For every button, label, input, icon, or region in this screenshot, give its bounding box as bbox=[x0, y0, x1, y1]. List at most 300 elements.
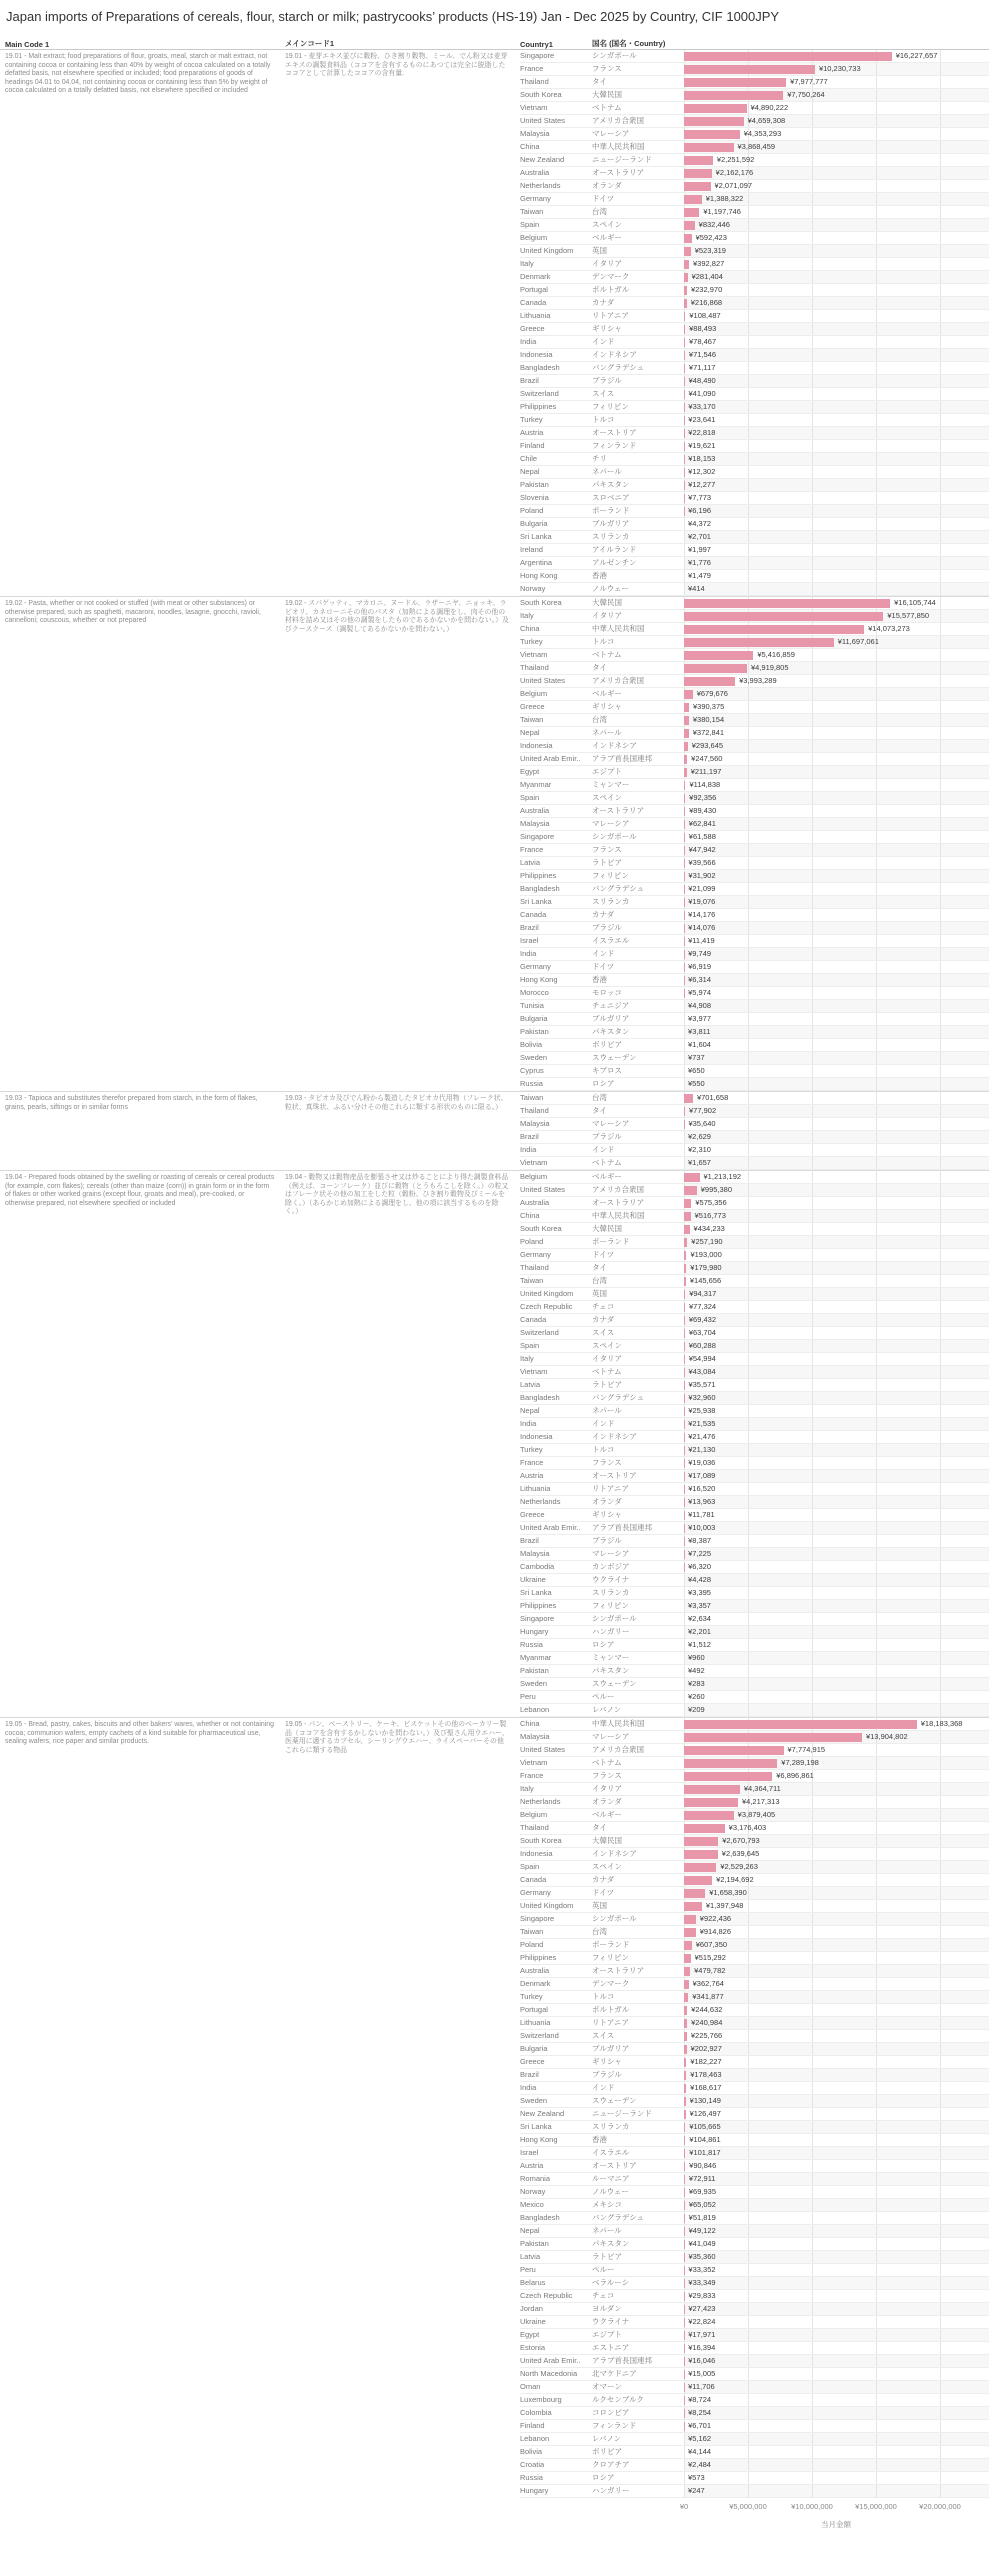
bar-value-label: ¥49,122 bbox=[688, 2226, 716, 2235]
bar[interactable] bbox=[684, 1980, 689, 1989]
bar[interactable] bbox=[684, 2188, 685, 2197]
bar-value-label: ¥414 bbox=[688, 584, 705, 593]
country-name-ja: イスラエル bbox=[592, 935, 684, 948]
country-name-ja: パキスタン bbox=[592, 1026, 684, 1039]
bar-value-label: ¥31,902 bbox=[688, 871, 716, 880]
main-code-en: 19.01 - Malt extract; food preparations of flour, groats, meal, starch or malt extract, not containing cocoa or containing less than 40% by weight of cocoa calculated on a totally defatted basis, not elsewhere specified or included; food preparations of goods of headings 04.01 to 04.04, not containing cocoa or containing less than 5% by weight of cocoa calculated on a totally defatted basis, not elsewhere specified or included bbox=[5, 53, 271, 95]
bar[interactable] bbox=[684, 1342, 685, 1351]
bar-value-label: ¥15,577,850 bbox=[887, 611, 930, 620]
country-name-ja: フランス bbox=[592, 1457, 684, 1470]
bar-cell bbox=[684, 1913, 989, 1926]
country-name-en: Taiwan bbox=[520, 1092, 592, 1105]
country-row bbox=[520, 1105, 989, 1118]
bar-value-label: ¥3,977 bbox=[688, 1014, 711, 1023]
country-row bbox=[520, 1744, 989, 1757]
bar[interactable] bbox=[684, 1251, 686, 1260]
bar-cell bbox=[684, 597, 989, 610]
bar-value-label: ¥2,529,263 bbox=[720, 1862, 758, 1871]
bar-value-label: ¥434,233 bbox=[693, 1224, 725, 1233]
bar-value-label: ¥10,003 bbox=[688, 1523, 716, 1532]
bar-value-label: ¥4,217,313 bbox=[741, 1797, 780, 1806]
bar-cell bbox=[684, 1078, 989, 1091]
country-name-ja: 台湾 bbox=[592, 1926, 684, 1939]
bar[interactable] bbox=[684, 78, 786, 87]
bar[interactable] bbox=[684, 1264, 686, 1273]
bar-cell bbox=[684, 961, 989, 974]
bar[interactable] bbox=[684, 651, 753, 660]
country-row bbox=[520, 1483, 989, 1496]
bar[interactable] bbox=[684, 2019, 687, 2028]
country-name-ja: ポーランド bbox=[592, 1939, 684, 1952]
bar-cell bbox=[684, 284, 989, 297]
bar-value-label: ¥21,476 bbox=[688, 1432, 716, 1441]
bar-cell bbox=[684, 2095, 989, 2108]
country-name-ja: 香港 bbox=[592, 2134, 684, 2147]
bar-cell bbox=[684, 727, 989, 740]
bar-value-label: ¥216,868 bbox=[690, 298, 723, 307]
country-row bbox=[520, 935, 989, 948]
country-name-en: Lithuania bbox=[520, 1483, 592, 1496]
bar-value-label: ¥247 bbox=[688, 2486, 705, 2495]
bar[interactable] bbox=[684, 2045, 687, 2054]
bar[interactable] bbox=[684, 1915, 696, 1924]
country-name-ja: エジプト bbox=[592, 766, 684, 779]
bar[interactable] bbox=[684, 351, 685, 360]
bar-value-label: ¥7,750,264 bbox=[787, 90, 825, 99]
bar[interactable] bbox=[684, 755, 687, 764]
bar[interactable] bbox=[684, 1798, 738, 1807]
bar-value-label: ¥16,520 bbox=[688, 1484, 716, 1493]
country-name-ja: ハンガリー bbox=[592, 1626, 684, 1639]
bar-value-label: ¥232,970 bbox=[690, 285, 723, 294]
bar[interactable] bbox=[684, 2240, 685, 2249]
bar[interactable] bbox=[684, 299, 687, 308]
country-name-en: Egypt bbox=[520, 2329, 592, 2342]
bar[interactable] bbox=[684, 52, 892, 61]
bar-value-label: ¥39,566 bbox=[688, 858, 716, 867]
country-name-en: Singapore bbox=[520, 1613, 592, 1626]
country-name-en: Brazil bbox=[520, 1535, 592, 1548]
bar-cell bbox=[684, 857, 989, 870]
bar[interactable] bbox=[684, 1993, 688, 2002]
bar[interactable] bbox=[684, 729, 689, 738]
bar-value-label: ¥21,130 bbox=[688, 1445, 716, 1454]
bar-cell bbox=[684, 2459, 989, 2472]
bar-cell bbox=[684, 1939, 989, 1952]
bar[interactable] bbox=[684, 768, 687, 777]
bar-value-label: ¥13,904,802 bbox=[865, 1732, 908, 1741]
bar[interactable] bbox=[684, 1902, 702, 1911]
bar[interactable] bbox=[684, 104, 747, 113]
country-row bbox=[520, 1913, 989, 1926]
country-name-en: United Arab Emir.. bbox=[520, 1522, 592, 1535]
country-name-ja: 大韓民国 bbox=[592, 1835, 684, 1848]
country-name-ja: ネパール bbox=[592, 466, 684, 479]
bar[interactable] bbox=[684, 664, 747, 673]
bar[interactable] bbox=[684, 1759, 777, 1768]
country-name-en: Lebanon bbox=[520, 2433, 592, 2446]
bar[interactable] bbox=[684, 1941, 692, 1950]
bar[interactable] bbox=[684, 390, 685, 399]
bar[interactable] bbox=[684, 247, 691, 256]
bar[interactable] bbox=[684, 859, 685, 868]
bar-value-label: ¥211,197 bbox=[690, 767, 722, 776]
country-name-ja: キプロス bbox=[592, 1065, 684, 1078]
bar[interactable] bbox=[684, 169, 712, 178]
bar[interactable] bbox=[684, 1811, 734, 1820]
country-name-en: Philippines bbox=[520, 870, 592, 883]
bar[interactable] bbox=[684, 234, 692, 243]
bar[interactable] bbox=[684, 143, 734, 152]
bar[interactable] bbox=[684, 2123, 685, 2132]
country-name-en: Myanmar bbox=[520, 1652, 592, 1665]
bar-value-label: ¥90,846 bbox=[689, 2161, 717, 2170]
bar[interactable] bbox=[684, 2006, 687, 2015]
bar[interactable] bbox=[684, 1199, 691, 1208]
bar-value-label: ¥1,388,322 bbox=[705, 194, 744, 203]
country-row bbox=[520, 1887, 989, 1900]
country-name-en: United Kingdom bbox=[520, 1900, 592, 1913]
bar-value-label: ¥225,766 bbox=[690, 2031, 723, 2040]
bar-cell bbox=[684, 115, 989, 128]
bar-cell bbox=[684, 1900, 989, 1913]
country-name-en: Germany bbox=[520, 1249, 592, 1262]
bar-value-label: ¥202,927 bbox=[690, 2044, 722, 2053]
bar[interactable] bbox=[684, 1316, 685, 1325]
country-name-ja: シンガポール bbox=[592, 1613, 684, 1626]
bar-value-label: ¥922,436 bbox=[699, 1914, 732, 1923]
country-row bbox=[520, 492, 989, 505]
bar[interactable] bbox=[684, 91, 783, 100]
country-row bbox=[520, 453, 989, 466]
bar[interactable] bbox=[684, 1225, 690, 1234]
country-name-ja: レバノン bbox=[592, 1704, 684, 1717]
bar[interactable] bbox=[684, 1746, 784, 1755]
country-row bbox=[520, 180, 989, 193]
country-name-en: Italy bbox=[520, 610, 592, 623]
country-row bbox=[520, 63, 989, 76]
bar-value-label: ¥1,997 bbox=[688, 545, 711, 554]
bar-value-label: ¥101,817 bbox=[689, 2148, 721, 2157]
country-name-en: Indonesia bbox=[520, 740, 592, 753]
country-name-en: Israel bbox=[520, 2147, 592, 2160]
country-name-ja: ラトビア bbox=[592, 1379, 684, 1392]
country-name-en: United States bbox=[520, 675, 592, 688]
country-name-ja: ギリシャ bbox=[592, 1509, 684, 1522]
bar-cell bbox=[684, 896, 989, 909]
country-row bbox=[520, 1691, 989, 1704]
bar[interactable] bbox=[684, 820, 685, 829]
bar[interactable] bbox=[684, 2162, 685, 2171]
country-name-en: Oman bbox=[520, 2381, 592, 2394]
country-name-en: Peru bbox=[520, 1691, 592, 1704]
bar[interactable] bbox=[684, 2058, 686, 2067]
country-name-ja: スウェーデン bbox=[592, 2095, 684, 2108]
bar[interactable] bbox=[684, 312, 685, 321]
bar[interactable] bbox=[684, 1355, 685, 1364]
country-name-ja: ブラジル bbox=[592, 375, 684, 388]
bar[interactable] bbox=[684, 2136, 685, 2145]
bar[interactable] bbox=[684, 690, 693, 699]
country-row bbox=[520, 154, 989, 167]
country-row bbox=[520, 440, 989, 453]
bar-cell bbox=[684, 245, 989, 258]
country-name-en: Spain bbox=[520, 1340, 592, 1353]
bar[interactable] bbox=[684, 2227, 685, 2236]
bar[interactable] bbox=[684, 1850, 718, 1859]
country-row bbox=[520, 2381, 989, 2394]
bar[interactable] bbox=[684, 182, 711, 191]
country-name-ja: アイルランド bbox=[592, 544, 684, 557]
bar[interactable] bbox=[684, 742, 688, 751]
bar[interactable] bbox=[684, 1277, 686, 1286]
country-row bbox=[520, 1965, 989, 1978]
bar-cell bbox=[684, 141, 989, 154]
bar[interactable] bbox=[684, 703, 689, 712]
bar-value-label: ¥2,194,692 bbox=[716, 1875, 754, 1884]
bar-value-label: ¥16,046 bbox=[688, 2356, 716, 2365]
bar-cell bbox=[684, 2407, 989, 2420]
country-row bbox=[520, 414, 989, 427]
bar[interactable] bbox=[684, 612, 883, 621]
main-code-en: 19.02 - Pasta, whether or not cooked or stuffed (with meat or other substances) or otherwise prepared, such as spaghetti, macaroni, noodles, lasagne, gnocchi, ravioli, cannelloni; couscous, whether or not prepared bbox=[5, 600, 261, 625]
bar[interactable] bbox=[684, 338, 685, 347]
bar[interactable] bbox=[684, 2084, 686, 2093]
bar[interactable] bbox=[684, 677, 735, 686]
bar-cell bbox=[684, 1522, 989, 1535]
bar-cell bbox=[684, 401, 989, 414]
country-name-ja: メキシコ bbox=[592, 2199, 684, 2212]
bar-cell bbox=[684, 2212, 989, 2225]
bar[interactable] bbox=[684, 599, 890, 608]
bar-value-label: ¥2,701 bbox=[688, 532, 711, 541]
bar[interactable] bbox=[684, 1824, 725, 1833]
country-name-ja: シンガポール bbox=[592, 831, 684, 844]
bar[interactable] bbox=[684, 1173, 700, 1182]
bar[interactable] bbox=[684, 1876, 712, 1885]
country-name-en: Belgium bbox=[520, 1809, 592, 1822]
bar-cell bbox=[684, 1431, 989, 1444]
bar-value-label: ¥65,052 bbox=[688, 2200, 716, 2209]
bar[interactable] bbox=[684, 1889, 705, 1898]
country-name-en: Mexico bbox=[520, 2199, 592, 2212]
country-name-ja: ポーランド bbox=[592, 1236, 684, 1249]
bar[interactable] bbox=[684, 846, 685, 855]
bar[interactable] bbox=[684, 638, 834, 647]
bar[interactable] bbox=[684, 1107, 685, 1116]
country-name-en: Nepal bbox=[520, 466, 592, 479]
country-name-en: Netherlands bbox=[520, 1496, 592, 1509]
country-name-ja: チリ bbox=[592, 453, 684, 466]
bar-cell bbox=[684, 63, 989, 76]
header-country: Country1 bbox=[520, 40, 553, 49]
country-name-ja: フランス bbox=[592, 63, 684, 76]
bar[interactable] bbox=[684, 1186, 697, 1195]
bar[interactable] bbox=[684, 1837, 718, 1846]
country-name-en: Pakistan bbox=[520, 1026, 592, 1039]
bar[interactable] bbox=[684, 377, 685, 386]
bar[interactable] bbox=[684, 1720, 917, 1729]
bar[interactable] bbox=[684, 2032, 687, 2041]
country-name-en: United States bbox=[520, 115, 592, 128]
country-row bbox=[520, 1978, 989, 1991]
country-row bbox=[520, 2394, 989, 2407]
bar-cell bbox=[684, 2069, 989, 2082]
bar[interactable] bbox=[684, 2097, 686, 2106]
bar[interactable] bbox=[684, 1212, 691, 1221]
bar[interactable] bbox=[684, 221, 695, 230]
bar[interactable] bbox=[684, 260, 689, 269]
bar-value-label: ¥41,090 bbox=[688, 389, 716, 398]
country-name-en: Sri Lanka bbox=[520, 1587, 592, 1600]
country-name-ja: 中華人民共和国 bbox=[592, 1210, 684, 1223]
country-name-en: Vietnam bbox=[520, 649, 592, 662]
bar[interactable] bbox=[684, 2110, 686, 2119]
country-row bbox=[520, 1470, 989, 1483]
bar-cell bbox=[684, 610, 989, 623]
bar-cell bbox=[684, 180, 989, 193]
country-name-en: Bangladesh bbox=[520, 2212, 592, 2225]
bar-cell bbox=[684, 1366, 989, 1379]
country-name-ja: トルコ bbox=[592, 414, 684, 427]
country-row bbox=[520, 753, 989, 766]
bar[interactable] bbox=[684, 1303, 685, 1312]
section-rows bbox=[520, 50, 989, 596]
bar[interactable] bbox=[684, 2175, 685, 2184]
country-name-en: Bulgaria bbox=[520, 518, 592, 531]
bar[interactable] bbox=[684, 1772, 772, 1781]
country-name-ja: ミャンマー bbox=[592, 779, 684, 792]
bar-value-label: ¥104,861 bbox=[689, 2135, 721, 2144]
country-name-ja: ニュージーランド bbox=[592, 154, 684, 167]
bar[interactable] bbox=[684, 794, 685, 803]
bar[interactable] bbox=[684, 1094, 693, 1103]
country-name-ja: オーストリア bbox=[592, 1470, 684, 1483]
bar[interactable] bbox=[684, 1967, 690, 1976]
bar-cell bbox=[684, 2017, 989, 2030]
country-name-en: Slovenia bbox=[520, 492, 592, 505]
bar-value-label: ¥701,658 bbox=[696, 1093, 729, 1102]
bar[interactable] bbox=[684, 1238, 687, 1247]
country-name-ja: ギリシャ bbox=[592, 323, 684, 336]
bar-value-label: ¥4,144 bbox=[688, 2447, 711, 2456]
bar[interactable] bbox=[684, 1863, 716, 1872]
country-name-ja: ノルウェー bbox=[592, 2186, 684, 2199]
header-country-ja: 国名 (国名・Country) bbox=[592, 39, 666, 48]
country-name-ja: ブラジル bbox=[592, 2069, 684, 2082]
country-name-ja: タイ bbox=[592, 1262, 684, 1275]
bar-cell bbox=[684, 2368, 989, 2381]
country-name-ja: ベルギー bbox=[592, 232, 684, 245]
bar-cell bbox=[684, 740, 989, 753]
country-name-ja: インド bbox=[592, 1144, 684, 1157]
bar-value-label: ¥7,977,777 bbox=[790, 77, 828, 86]
bar[interactable] bbox=[684, 2214, 685, 2223]
country-name-en: Belgium bbox=[520, 1171, 592, 1184]
bar[interactable] bbox=[684, 286, 687, 295]
country-name-en: Estonia bbox=[520, 2342, 592, 2355]
country-row bbox=[520, 2017, 989, 2030]
bar-value-label: ¥4,372 bbox=[688, 519, 711, 528]
bar[interactable] bbox=[684, 807, 685, 816]
bar[interactable] bbox=[684, 130, 740, 139]
country-name-ja: フィリピン bbox=[592, 401, 684, 414]
bar-cell bbox=[684, 2225, 989, 2238]
bar-value-label: ¥3,879,405 bbox=[737, 1810, 776, 1819]
bar[interactable] bbox=[684, 65, 815, 74]
bar-value-label: ¥2,639,645 bbox=[721, 1849, 760, 1858]
country-name-ja: マレーシア bbox=[592, 1548, 684, 1561]
bar[interactable] bbox=[684, 364, 685, 373]
country-name-en: Russia bbox=[520, 2472, 592, 2485]
bar-value-label: ¥92,356 bbox=[689, 793, 717, 802]
country-row bbox=[520, 1848, 989, 1861]
bar-cell bbox=[684, 258, 989, 271]
bar-value-label: ¥22,818 bbox=[688, 428, 716, 437]
country-name-ja: ラトビア bbox=[592, 857, 684, 870]
country-name-ja: ベトナム bbox=[592, 1157, 684, 1170]
bar[interactable] bbox=[684, 117, 744, 126]
bar-cell bbox=[684, 2238, 989, 2251]
bar[interactable] bbox=[684, 716, 689, 725]
bar[interactable] bbox=[684, 1329, 685, 1338]
bar-value-label: ¥2,251,592 bbox=[716, 155, 755, 164]
bar[interactable] bbox=[684, 208, 699, 217]
country-name-en: Hungary bbox=[520, 1626, 592, 1639]
bar[interactable] bbox=[684, 325, 685, 334]
bar-cell bbox=[684, 883, 989, 896]
bar[interactable] bbox=[684, 2071, 686, 2080]
bar-cell bbox=[684, 1223, 989, 1236]
bar-value-label: ¥1,512 bbox=[688, 1640, 711, 1649]
country-name-ja: 大韓民国 bbox=[592, 597, 684, 610]
bar-cell bbox=[684, 1835, 989, 1848]
country-name-en: Czech Republic bbox=[520, 2290, 592, 2303]
bar-value-label: ¥3,176,403 bbox=[728, 1823, 767, 1832]
bar-value-label: ¥293,645 bbox=[691, 741, 724, 750]
country-name-ja: カナダ bbox=[592, 1874, 684, 1887]
bar[interactable] bbox=[684, 833, 685, 842]
bar-cell bbox=[684, 792, 989, 805]
country-name-en: United States bbox=[520, 1184, 592, 1197]
bar-cell bbox=[684, 375, 989, 388]
bar-cell bbox=[684, 1965, 989, 1978]
country-name-en: Hong Kong bbox=[520, 974, 592, 987]
country-name-en: Hong Kong bbox=[520, 2134, 592, 2147]
bar[interactable] bbox=[684, 195, 702, 204]
bar-value-label: ¥14,073,273 bbox=[868, 624, 910, 633]
bar[interactable] bbox=[684, 2201, 685, 2210]
bar[interactable] bbox=[684, 1290, 685, 1299]
bar-value-label: ¥179,980 bbox=[690, 1263, 722, 1272]
bar[interactable] bbox=[684, 781, 685, 790]
country-name-en: Pakistan bbox=[520, 479, 592, 492]
bar[interactable] bbox=[684, 1954, 691, 1963]
bar[interactable] bbox=[684, 2149, 685, 2158]
bar-cell bbox=[684, 1861, 989, 1874]
country-name-en: Jordan bbox=[520, 2303, 592, 2316]
bar[interactable] bbox=[684, 1733, 862, 1742]
bar[interactable] bbox=[684, 1785, 740, 1794]
bar[interactable] bbox=[684, 273, 688, 282]
bar[interactable] bbox=[684, 1928, 696, 1937]
country-row bbox=[520, 1000, 989, 1013]
bar-value-label: ¥2,484 bbox=[688, 2460, 711, 2469]
bar[interactable] bbox=[684, 1368, 685, 1377]
bar[interactable] bbox=[684, 625, 864, 634]
bar[interactable] bbox=[684, 156, 713, 165]
bar-value-label: ¥29,833 bbox=[688, 2291, 716, 2300]
